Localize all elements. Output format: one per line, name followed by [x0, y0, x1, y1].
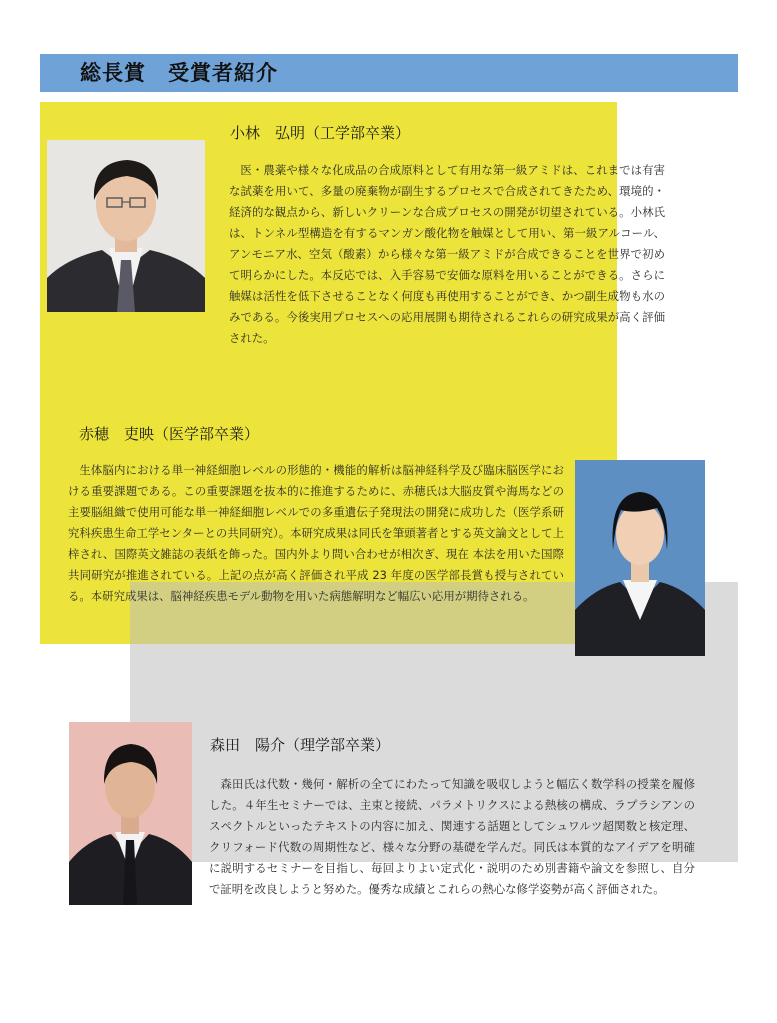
awardee-2-description: 生体脳内における単一神経細胞レベルの形態的・機能的解析は脳神経科学及び臨床脳医学における重要課題である。この重要課題を抜本的に推進するために、赤穂氏は大脳皮質や海馬などの主要脳組織で使用可能な単一神経細胞レベルでの多重遺伝子発現法の開発に成功した（医学系研究科疾患生命工学センターとの共同研究）。本研究成果は同氏を筆頭著者とする英文論文として上梓され、国際英文雑誌の表紙を飾った。国内外より問い合わせが相次ぎ、現在 本法を用いた国際共同研究が推進されている。上記の点が高く評価され平成 23 年度の医学部長賞も授与されている。本研究成果は、脳神経疾患モデル動物を用いた病態解明など幅広い応用が期待される。 [68, 463, 564, 603]
awardee-3-photo [69, 722, 192, 905]
awardee-2-photo [575, 460, 705, 656]
page-title: 総長賞 受賞者紹介 [80, 61, 278, 85]
awardee-1-description: 医・農薬や様々な化成品の合成原料として有用な第一級アミドは、これまでは有害な試薬を用いて、多量の廃棄物が副生するプロセスで合成されてきたため、環境的・経済的な観点から、新しいクリーンな合成プロセスの開発が切望されている。小林氏は、トンネル型構造を有するマンガン酸化物を触媒として用い、第一級アルコール、アンモニア水、空気（酸素）から様々な第一級アミドが合成できることを世界で初めて明らかにした。本反応では、入手容易で安価な原料を用いることができる。さらに触媒は活性を低下させることなく何度も再使用することができ、かつ副生成物も水のみである。今後実用プロセスへの応用展開も期待されるこれらの研究成果が高く評価された。 [229, 163, 665, 345]
awardee-3-description: 森田氏は代数・幾何・解析の全てにわたって知識を吸収しようと幅広く数学科の授業を履修した。４年生セミナーでは、主束と接続、パラメトリクスによる熱核の構成、ラプラシアンのスペクトルといったテキストの内容に加え、関連する話題としてシュワルツ超関数と核定理、クリフォード代数の周期性など、様々な分野の基礎を学んだ。同氏は本質的なアイデアを明確に説明するセミナーを目指し、毎回よりよい定式化・説明のため別書籍や論文を参照し、自分で証明を改良しようと努めた。優秀な成績とこれらの熱心な修学姿勢が高く評価された。 [209, 777, 695, 896]
awardee-2-name: 赤穂 吏映（医学部卒業） [79, 425, 260, 443]
awardee-1-name: 小林 弘明（工学部卒業） [230, 124, 411, 142]
awardee-1-photo [47, 140, 205, 312]
awardee-3-name: 森田 陽介（理学部卒業） [210, 736, 391, 754]
